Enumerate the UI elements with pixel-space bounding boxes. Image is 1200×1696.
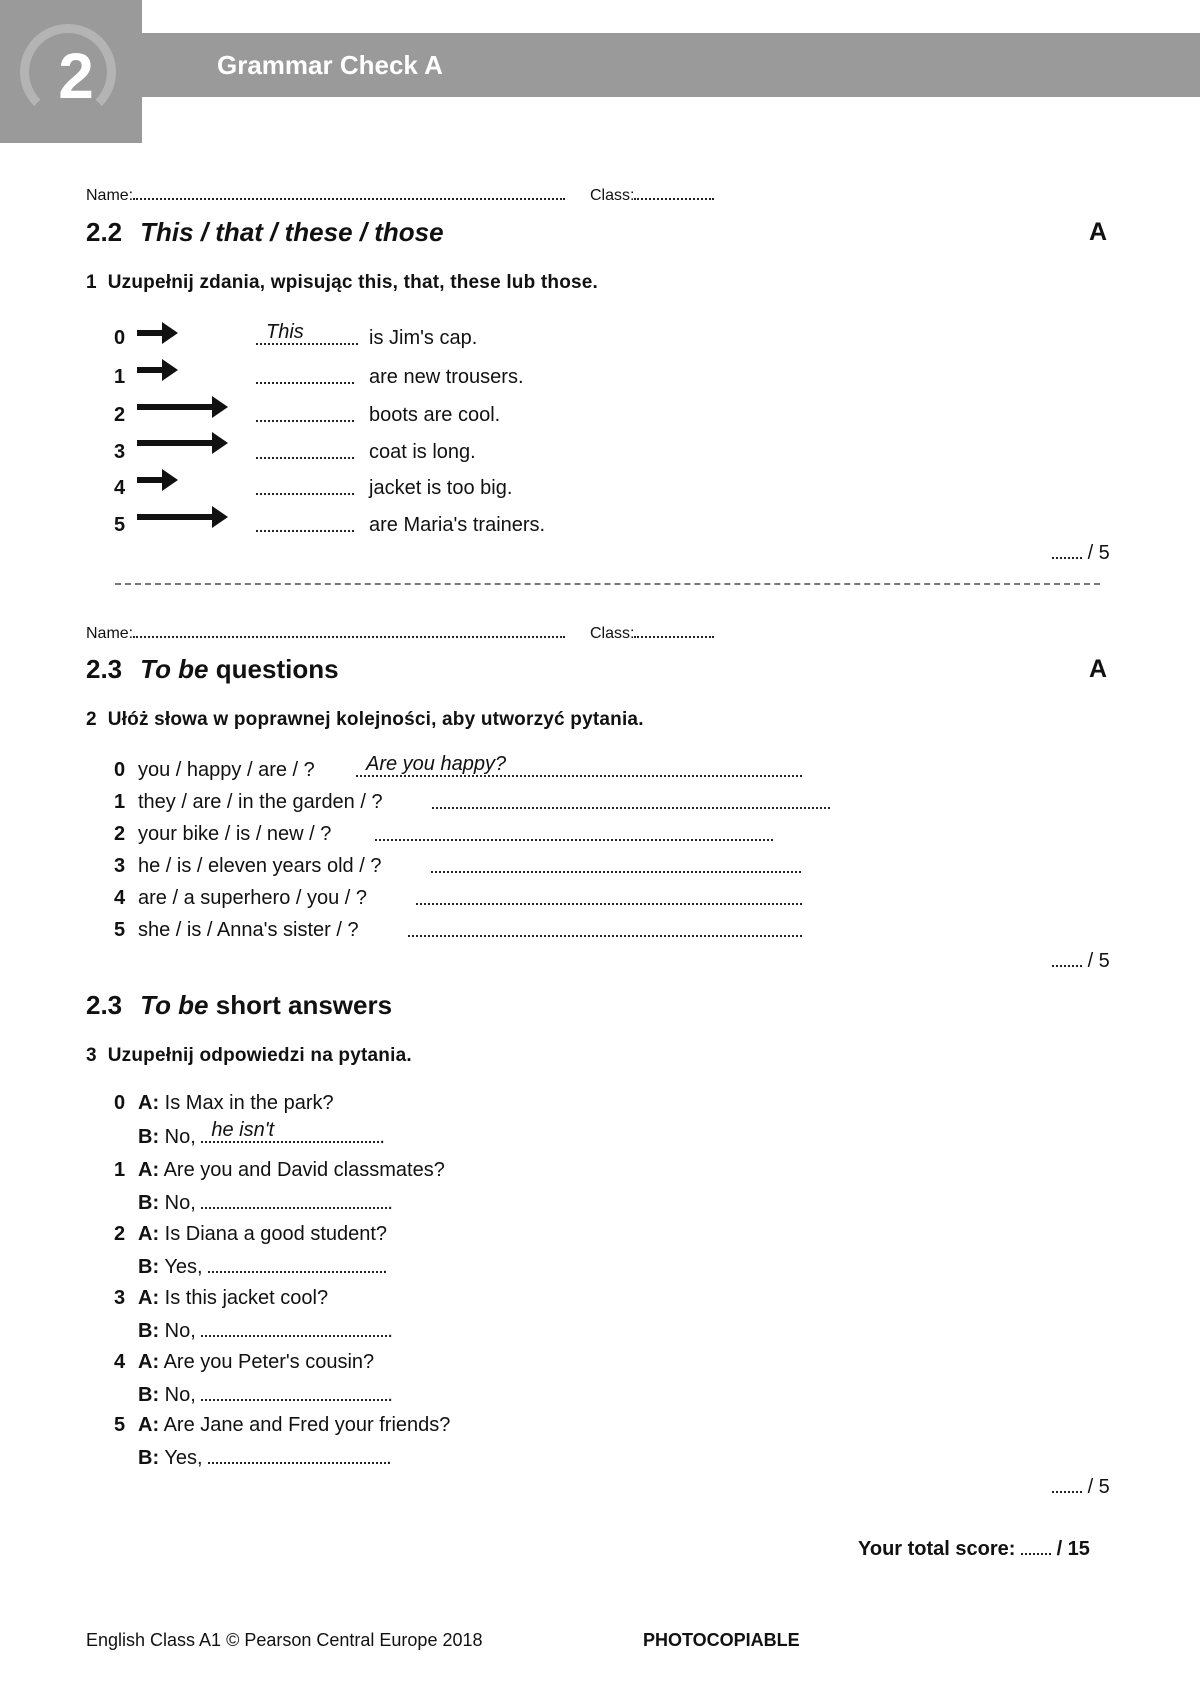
score-max: / 5 [1087,950,1110,972]
answer-blank[interactable] [208,1253,382,1273]
list-item [256,321,358,352]
item-number: 4 [114,887,126,909]
item-number: 2 [114,1223,126,1245]
list-item [114,789,383,815]
grade-label: A [1089,218,1108,246]
class-label: Class: [590,187,635,204]
class-label: Class: [590,625,635,642]
instruction-number: 2 [86,709,97,730]
total-score-blank[interactable] [1021,1539,1051,1555]
section-2-2-heading [86,216,444,248]
instruction-1 [86,272,598,294]
example-answer: he isn't [211,1119,275,1141]
instruction-text: Uzupełnij odpowiedzi na pytania. [107,1045,412,1066]
question-text: Is Diana a good student? [164,1223,388,1245]
word-prompt: your bike / is / new / ? [138,823,332,845]
item-number: 3 [114,441,126,463]
class-field-2 [590,622,714,643]
speaker-b-label: B: [138,1320,160,1342]
speaker-b-label: B: [138,1192,160,1214]
score-blank[interactable] [1052,951,1082,967]
reply-start: No, [164,1384,196,1406]
cut-line-divider [115,583,1100,585]
answer-blank[interactable] [408,917,802,937]
list-item [256,439,354,466]
name-label: Name: [86,187,134,204]
dialogue-question [114,1285,328,1311]
word-prompt: he / is / eleven years old / ? [138,855,382,877]
section-title-italic: To be [140,654,209,684]
page-title: Grammar Check A [217,50,443,80]
grade-label: A [1089,655,1108,683]
item-number: 1 [114,791,126,813]
name-field-1 [86,184,565,205]
speaker-a-label: A: [138,1223,160,1245]
footer-copyright: English Class A1 © Pearson Central Europe 2018 [86,1630,483,1650]
question-text: Are Jane and Fred your friends? [163,1414,451,1436]
section-number: 2.2 [86,217,123,247]
list-item [356,753,802,784]
speaker-b-label: B: [138,1447,160,1469]
item-number: 0 [114,327,126,349]
reply-start: No, [164,1192,196,1214]
section-2-3-answers-heading [86,989,392,1021]
answer-blank[interactable] [256,512,354,532]
arrow-near-icon [137,330,164,336]
list-item [431,853,801,880]
section-number: 2.3 [86,990,123,1020]
answer-blank[interactable] [416,885,802,905]
dialogue-answer: B: Yes, . [138,1253,388,1280]
footer-photocopiable: PHOTOCOPIABLE [643,1630,800,1650]
item-number: 3 [114,855,126,877]
list-item [114,325,138,351]
score-box-1 [1052,542,1110,565]
item-number: 3 [114,1287,126,1309]
list-item [114,512,138,538]
reply-start: Yes, [164,1447,203,1469]
list-item [256,475,354,502]
question-text: Are you Peter's cousin? [163,1351,375,1373]
reply-start: No, [164,1320,196,1342]
sentence-text: is Jim's cap. [369,327,478,349]
speaker-a-label: A: [138,1414,160,1436]
section-title-italic: To be [140,990,209,1020]
answer-blank[interactable] [375,821,773,841]
dialogue-answer: B: Yes, . [138,1444,392,1471]
score-max: / 5 [1087,1476,1110,1498]
arrow-far-icon [137,514,214,520]
answer-blank[interactable] [201,1381,387,1401]
instruction-3 [86,1045,412,1067]
list-item [114,885,367,911]
list-item [114,402,138,428]
total-score [858,1538,1090,1561]
item-number: 0 [114,1092,126,1114]
answer-blank[interactable] [432,789,830,809]
speaker-a-label: A: [138,1287,160,1309]
arrow-near-icon [137,477,164,483]
list-item [114,853,381,879]
speaker-b-label: B: [138,1256,160,1278]
item-number: 0 [114,759,126,781]
name-label: Name: [86,625,134,642]
list-item [114,475,138,501]
score-box-3 [1052,1476,1110,1499]
section-title-rest: questions [215,654,339,684]
dialogue-question [114,1090,334,1116]
answer-blank[interactable] [256,475,354,495]
list-item [432,789,830,816]
sentence-text: boots are cool. [369,404,501,426]
section-number: 2.3 [86,654,123,684]
sentence-text: coat is long. [369,441,476,463]
dialogue-answer: B: No, he isn't . [138,1119,385,1148]
item-number: 5 [114,919,126,941]
sentence-text: are new trousers. [369,366,524,388]
item-number: 5 [114,1414,126,1436]
word-prompt: you / happy / are / ? [138,759,315,781]
answer-blank[interactable] [208,1444,386,1464]
score-blank[interactable] [1052,1477,1082,1493]
item-number: 1 [114,1159,126,1181]
item-number: 4 [114,477,126,499]
item-number: 2 [114,404,126,426]
class-input-line[interactable] [634,622,714,638]
item-number: 5 [114,514,126,536]
total-score-max: / 15 [1056,1538,1090,1560]
word-prompt: she / is / Anna's sister / ? [138,919,359,941]
example-answer: This [266,321,304,343]
list-item [114,917,359,943]
unit-number: 2 [58,40,94,112]
item-number: 1 [114,366,126,388]
score-max: / 5 [1087,542,1110,564]
answer-blank[interactable] [356,753,802,777]
list-item [375,821,773,848]
arrow-far-icon [137,404,214,410]
name-input-line[interactable] [133,184,565,200]
class-input-line[interactable] [634,184,714,200]
list-item [114,439,138,465]
answer-blank[interactable] [256,321,358,345]
answer-blank[interactable] [256,402,354,422]
dialogue-question [114,1221,387,1247]
answer-blank[interactable] [256,364,354,384]
dialogue-question [114,1412,450,1438]
answer-blank[interactable] [201,1189,387,1209]
reply-start: Yes, [164,1256,203,1278]
item-number: 4 [114,1351,126,1373]
speaker-a-label: A: [138,1159,160,1181]
instruction-text: Ułóż słowa w poprawnej kolejności, aby utworzyć pytania. [107,709,644,730]
dialogue-answer: B: No, . [138,1381,393,1408]
section-2-3-questions-heading [86,653,339,685]
dialogue-question [114,1349,374,1375]
instruction-number: 3 [86,1045,97,1066]
class-field-1 [590,184,714,205]
dialogue-answer: B: No, . [138,1189,393,1216]
speaker-a-label: A: [138,1351,160,1373]
list-item [114,364,138,390]
list-item [416,885,802,912]
answer-blank[interactable] [256,439,354,459]
total-score-label: Your total score: [858,1538,1016,1560]
list-item [256,402,354,429]
speaker-b-label: B: [138,1126,160,1148]
sentence-text: are Maria's trainers. [369,514,546,536]
section-title: This / that / these / those [140,217,444,247]
list-item [408,917,802,944]
instruction-text: Uzupełnij zdania, wpisując this, that, these lub those. [107,272,599,293]
reply-start: No, [164,1126,196,1148]
instruction-2 [86,709,644,731]
example-answer: Are you happy? [366,753,507,775]
instruction-number: 1 [86,272,97,293]
arrow-far-icon [137,440,214,446]
item-number: 2 [114,823,126,845]
section-title-rest: short answers [215,990,393,1020]
name-input-line[interactable] [133,622,565,638]
list-item [114,757,315,783]
question-text: Is this jacket cool? [164,1287,329,1309]
word-prompt: are / a superhero / you / ? [138,887,368,909]
speaker-b-label: B: [138,1384,160,1406]
word-prompt: they / are / in the garden / ? [138,791,383,813]
list-item [114,821,331,847]
arrow-near-icon [137,367,164,373]
sentence-text: jacket is too big. [369,477,513,499]
list-item [256,512,354,539]
answer-blank[interactable] [201,1317,387,1337]
question-text: Are you and David classmates? [163,1159,445,1181]
speaker-a-label: A: [138,1092,160,1114]
question-text: Is Max in the park? [164,1092,334,1114]
name-field-2 [86,622,565,643]
list-item [256,364,354,391]
dialogue-question [114,1157,445,1183]
score-box-2 [1052,950,1110,973]
dialogue-answer: B: No, . [138,1317,393,1344]
answer-blank[interactable] [431,853,801,873]
score-blank[interactable] [1052,543,1082,559]
